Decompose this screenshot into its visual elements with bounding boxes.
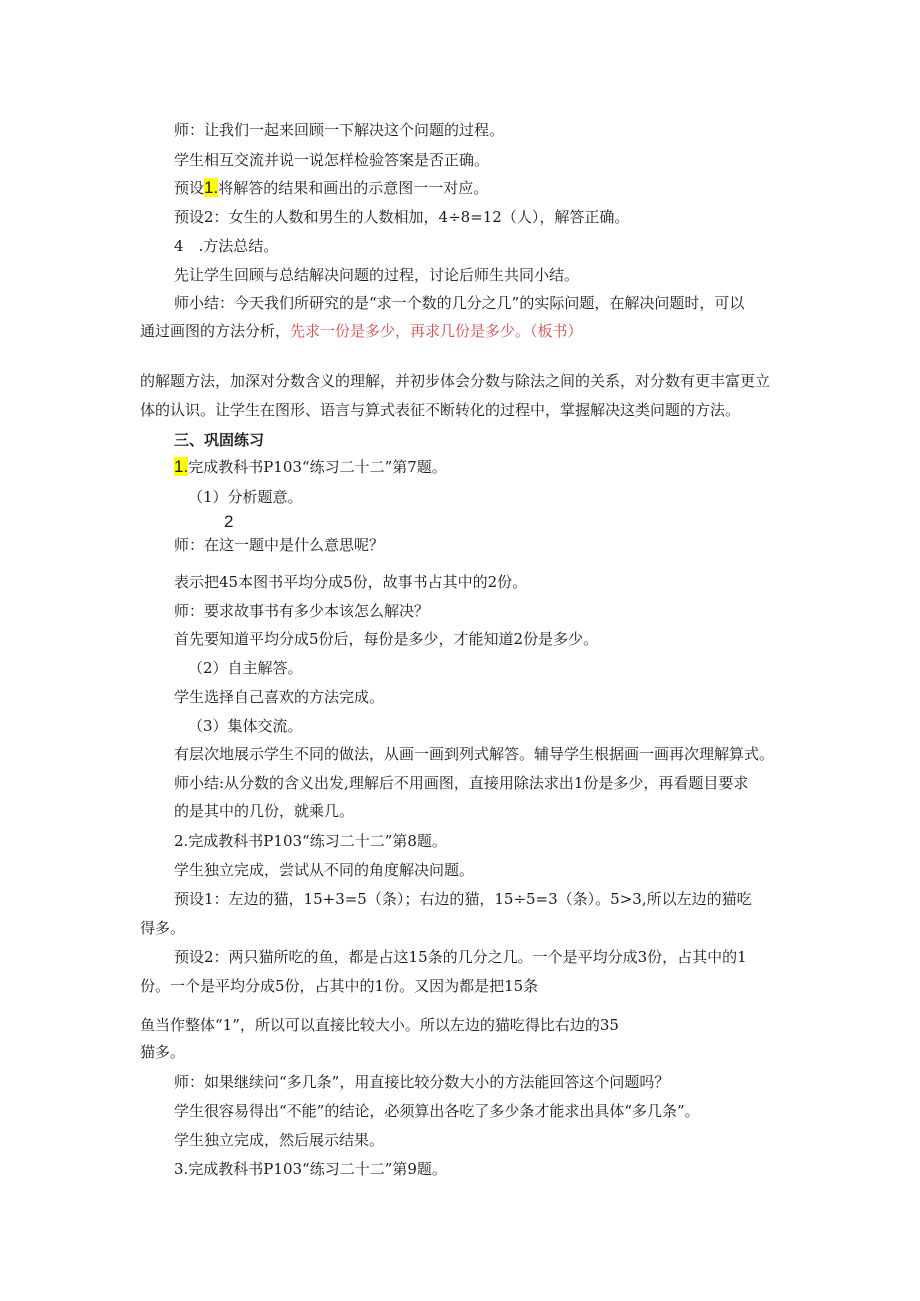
paragraph-line: 3.完成教科书P103“练习二十二”第9题。	[174, 1160, 447, 1178]
paragraph-line: 猫多。	[140, 1043, 186, 1061]
paragraph-line: （2）自主解答。	[188, 659, 303, 677]
paragraph-line: 学生独立完成，尝试从不同的角度解决问题。	[174, 861, 475, 879]
paragraph-line: 学生相互交流并说一说怎样检验答案是否正确。	[174, 151, 490, 169]
paragraph-line: 学生独立完成，然后展示结果。	[174, 1131, 385, 1149]
paragraph-line: 师：要求故事书有多少本该怎么解决？	[174, 602, 430, 620]
paragraph-line: （1）分析题意。	[188, 488, 303, 506]
paragraph-line: 的解题方法，加深对分数含义的理解，并初步体会分数与除法之间的关系，对分数有更丰富更立	[140, 372, 771, 390]
paragraph-line: 的是其中的几份，就乘几。	[174, 802, 355, 820]
paragraph-line: 师小结：今天我们所研究的是“求一个数的几分之几”的实际问题，在解决问题时，可以	[174, 294, 745, 312]
paragraph-line: 预设2：两只猫所吃的鱼，都是占这15条的几分之几。一个是平均分成3份，占其中的1	[174, 948, 747, 966]
paragraph-line: 先让学生回顾与总结解决问题的过程，讨论后师生共同小结。	[174, 266, 580, 284]
paragraph-line	[174, 457, 447, 477]
paragraph-line: 鱼当作整体“1”，所以可以直接比较大小。所以左边的猫吃得比右边的35	[140, 1016, 619, 1034]
paragraph-line	[174, 178, 488, 198]
paragraph-line: 得多。	[140, 919, 186, 937]
paragraph-line	[140, 321, 583, 341]
section-heading: 4 .方法总结。	[174, 237, 279, 255]
paragraph-line: 表示把45本图书平均分成5份，故事书占其中的2份。	[174, 573, 528, 591]
text-run: 通过画图的方法分析，	[140, 322, 291, 340]
section-heading: 三、巩固练习	[174, 431, 265, 449]
paragraph-line: 有层次地展示学生不同的做法，从画一画到列式解答。辅导学生根据画一画再次理解算式。	[174, 745, 775, 763]
paragraph-line: 师：如果继续问“多几条”，用直接比较分数大小的方法能回答这个问题吗？	[174, 1073, 670, 1091]
board-writing-text: 先求一份是多少，再求几份是多少。（板书）	[290, 322, 583, 340]
paragraph-line: 师：让我们一起来回顾一下解决这个问题的过程。	[174, 121, 505, 139]
paragraph-line: 预设1：左边的猫，15+3=5（条）；右边的猫，15÷5=3（条）。5>3,所以左边的猫吃	[174, 890, 752, 908]
paragraph-line: 师：在这一题中是什么意思呢？	[174, 536, 385, 554]
paragraph-line: 师小结:从分数的含义出发,理解后不用画图，直接用除法求出1份是多少，再看题目要求	[174, 774, 749, 792]
paragraph-line: 学生很容易得出“不能”的结论，必须算出各吃了多少条才能求出具体“多几条”。	[174, 1102, 700, 1120]
paragraph-line: 学生选择自己喜欢的方法完成。	[174, 688, 385, 706]
paragraph-line: 预设2：女生的人数和男生的人数相加，4÷8=12（人），解答正确。	[174, 208, 630, 226]
text-run: 预设	[174, 179, 205, 197]
text-run: 完成教科书P103“练习二十二”第7题。	[188, 458, 447, 476]
paragraph-line: 体的认识。让学生在图形、语言与算式表征不断转化的过程中，掌握解决这类问题的方法。	[140, 401, 741, 419]
paragraph-line: 2.完成教科书P103“练习二十二”第8题。	[174, 832, 447, 850]
paragraph-line: （3）集体交流。	[188, 717, 303, 735]
text-run: 将解答的结果和画出的示意图一一对应。	[218, 179, 489, 197]
paragraph-line: 份。一个是平均分成5份，占其中的1份。又因为都是把15条	[140, 977, 539, 995]
fraction-numerator: 2	[224, 512, 234, 531]
highlighted-number: 1.	[174, 457, 189, 476]
highlighted-number: 1.	[204, 178, 219, 197]
paragraph-line: 首先要知道平均分成5份后，每份是多少，才能知道2份是多少。	[174, 630, 599, 648]
